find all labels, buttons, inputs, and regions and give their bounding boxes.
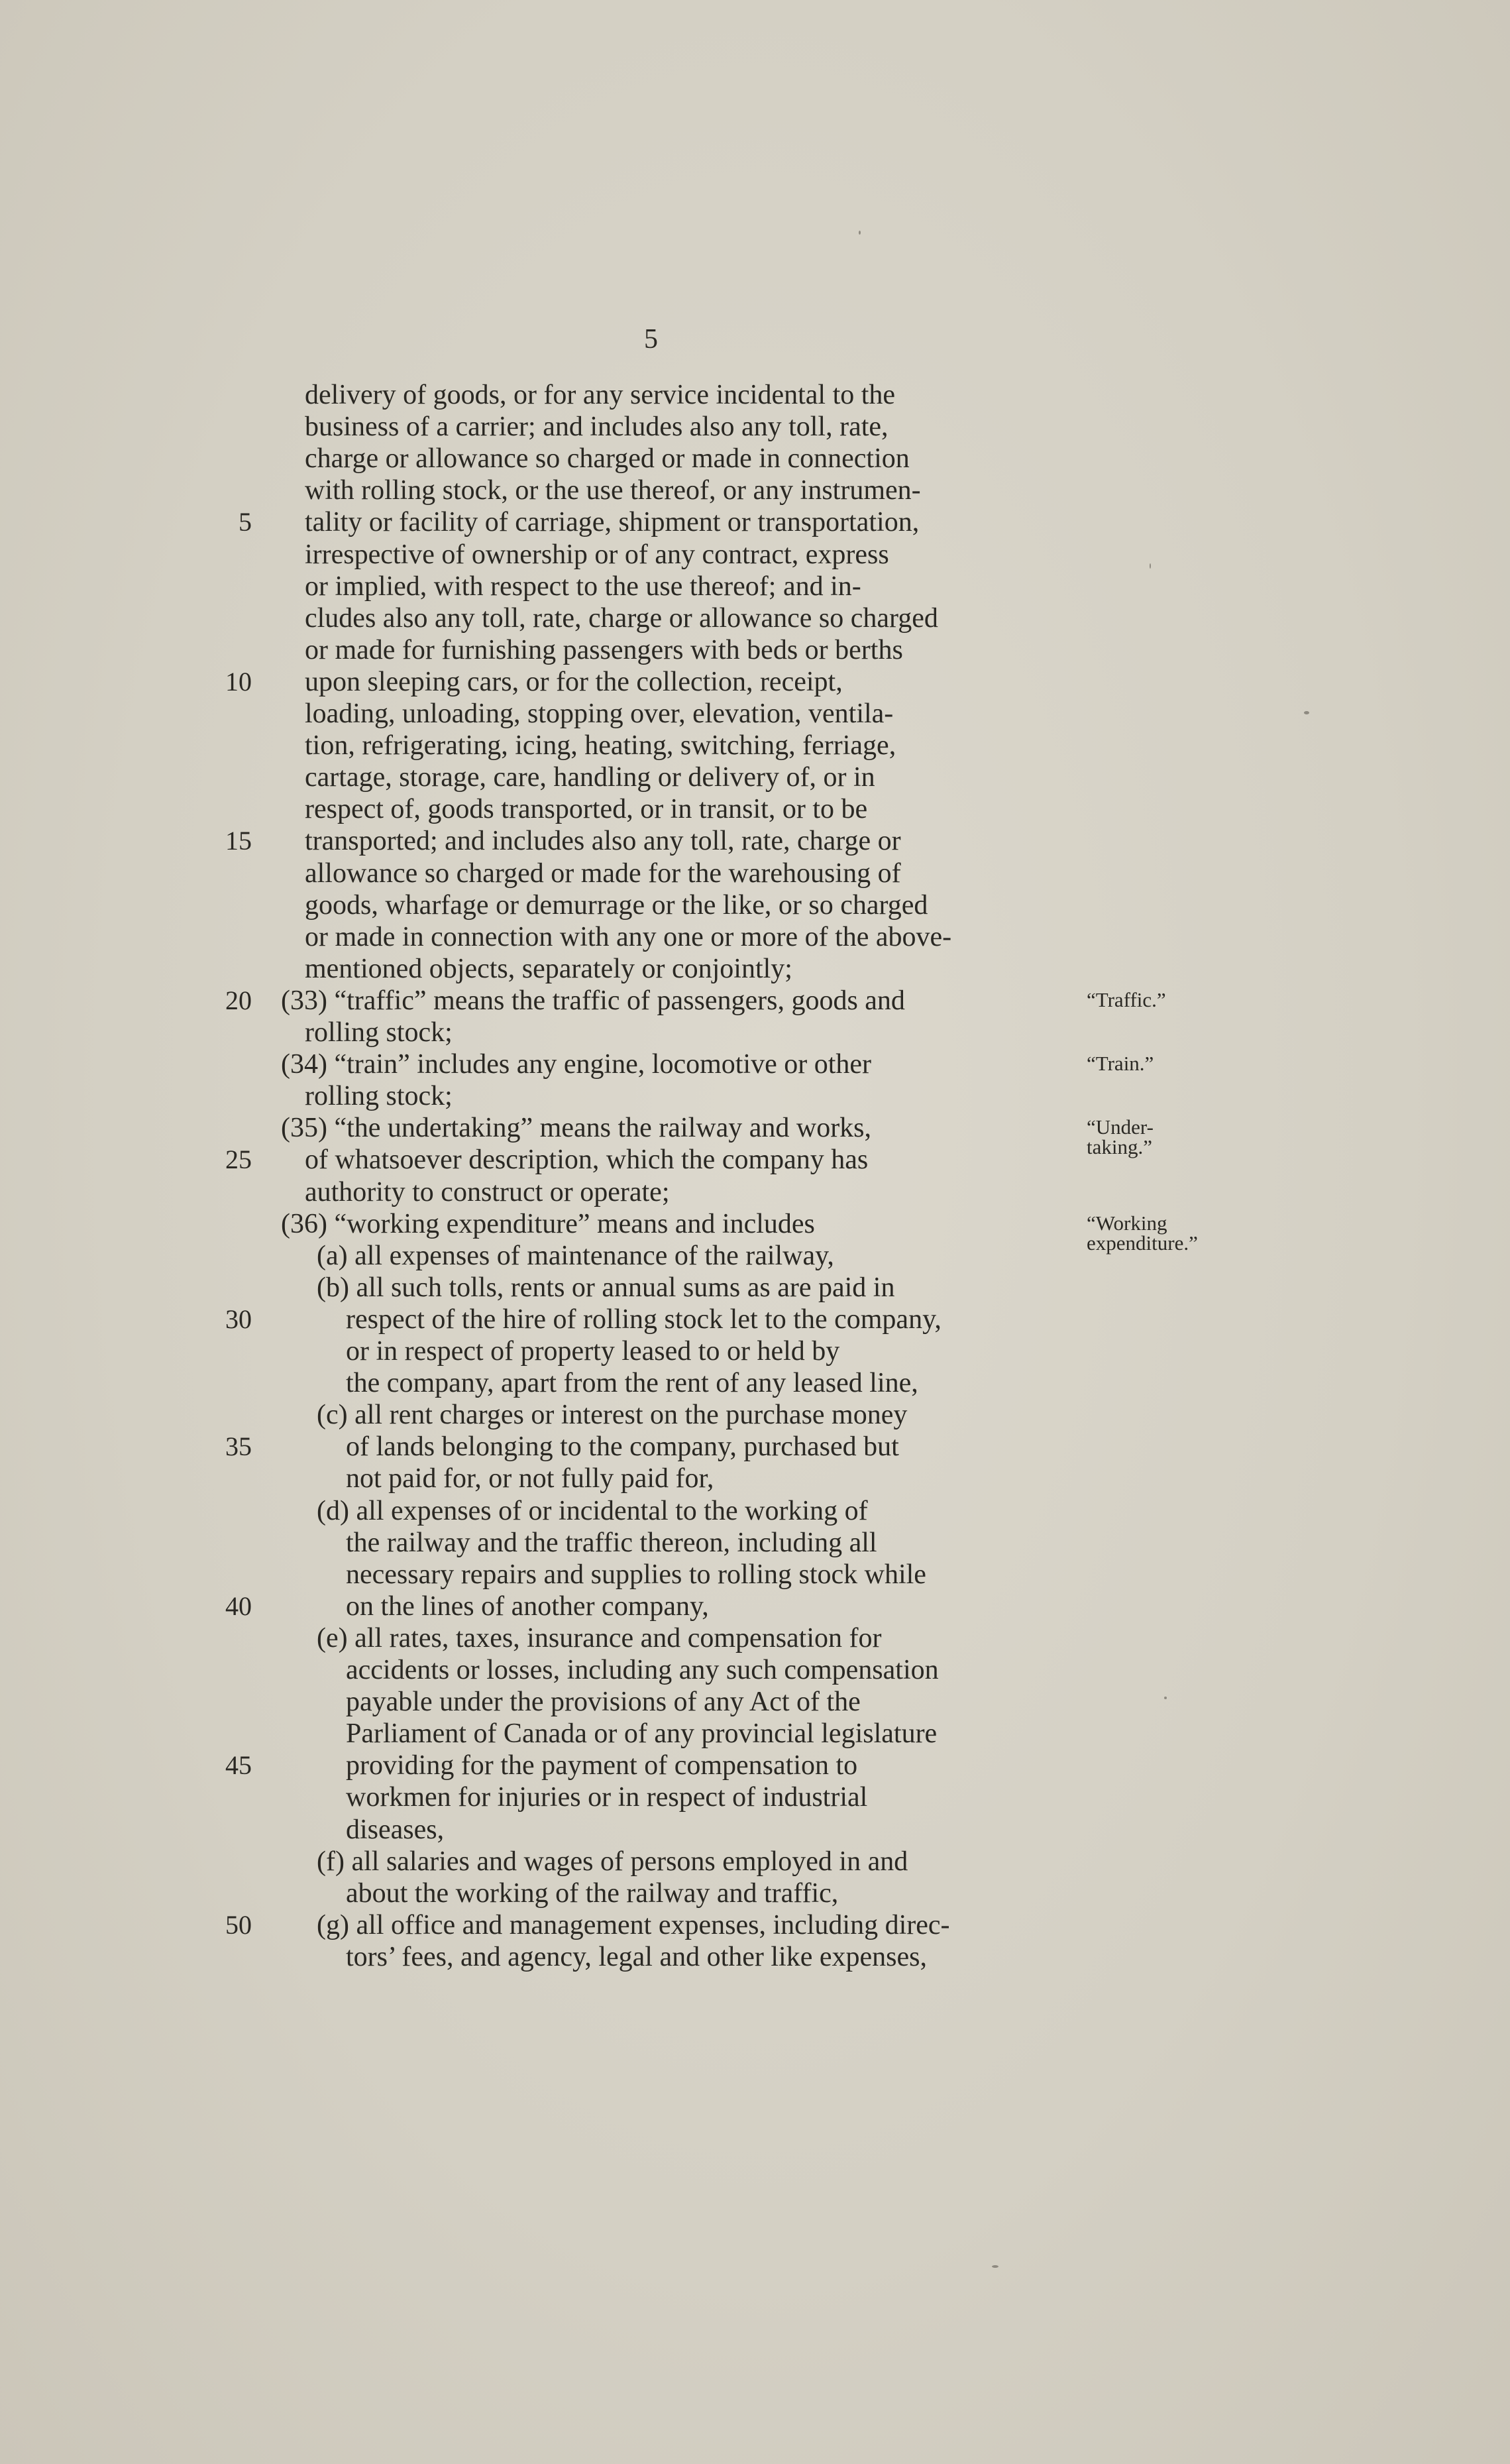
- line-number: 20: [225, 985, 252, 1015]
- text-line: [0, 475, 1510, 506]
- line-text: delivery of goods, or for any service incidental to the: [305, 380, 896, 410]
- text-line: [0, 1176, 1510, 1208]
- line-number: 30: [225, 1304, 252, 1334]
- paper-speck: [1304, 711, 1309, 714]
- line-number: 25: [225, 1145, 252, 1175]
- line-text: respect of the hire of rolling stock let to the company,: [346, 1304, 942, 1335]
- line-text: (36) “working expenditure” means and includes: [281, 1208, 815, 1239]
- line-text: not paid for, or not fully paid for,: [346, 1463, 714, 1494]
- text-line: [0, 1048, 1510, 1080]
- text-line: [0, 985, 1510, 1017]
- text-line: [0, 1080, 1510, 1112]
- text-line: [0, 1622, 1510, 1654]
- line-text: Parliament of Canada or of any provincial legislature: [346, 1718, 938, 1750]
- line-text: payable under the provisions of any Act of the: [346, 1687, 861, 1718]
- line-text: or implied, with respect to the use thereof; and in-: [305, 571, 861, 602]
- paper-speck: [992, 2265, 998, 2268]
- text-line: [0, 443, 1510, 475]
- text-line: [0, 1909, 1510, 1941]
- line-text: (a) all expenses of maintenance of the railway,: [317, 1240, 834, 1271]
- text-line: [0, 1144, 1510, 1176]
- line-text: (35) “the undertaking” means the railway and works,: [281, 1113, 872, 1144]
- line-text: of whatsoever description, which the company has: [305, 1145, 869, 1176]
- line-text: about the working of the railway and traffic,: [346, 1877, 839, 1909]
- text-line: [0, 1559, 1510, 1591]
- paper-speck: [1150, 563, 1151, 569]
- text-line: [0, 666, 1510, 698]
- margin-note: “Working expenditure.”: [1087, 1211, 1198, 1255]
- line-number: 15: [225, 826, 252, 856]
- margin-note: “Train.”: [1087, 1052, 1154, 1076]
- line-text: business of a carrier; and includes also any toll, rate,: [305, 412, 889, 443]
- text-line: [0, 698, 1510, 730]
- line-text: workmen for injuries or in respect of industrial: [346, 1782, 868, 1813]
- text-line: [0, 634, 1510, 666]
- text-line: [0, 1495, 1510, 1527]
- line-text: cludes also any toll, rate, charge or allowance so charged: [305, 602, 938, 634]
- text-line: [0, 1527, 1510, 1559]
- line-text: irrespective of ownership or of any contract, express: [305, 539, 889, 570]
- line-text: allowance so charged or made for the warehousing of: [305, 858, 901, 889]
- text-line: [0, 1941, 1510, 1973]
- page-number: 5: [644, 324, 658, 355]
- line-number: 50: [225, 1909, 252, 1940]
- text-line: [0, 793, 1510, 825]
- line-text: rolling stock;: [305, 1017, 453, 1048]
- margin-note: “Traffic.”: [1087, 987, 1166, 1011]
- line-text: of lands belonging to the company, purchased but: [346, 1431, 899, 1463]
- line-number: 35: [225, 1431, 252, 1462]
- line-text: the railway and the traffic thereon, including all: [346, 1527, 877, 1558]
- line-text: upon sleeping cars, or for the collection, receipt,: [305, 666, 843, 697]
- text-line: [0, 1017, 1510, 1048]
- text-line: [0, 379, 1510, 411]
- line-text: (e) all rates, taxes, insurance and compensation for: [317, 1622, 882, 1653]
- line-text: diseases,: [346, 1814, 445, 1845]
- line-text: (b) all such tolls, rents or annual sums as are paid in: [317, 1272, 895, 1303]
- line-number: 5: [239, 507, 252, 537]
- text-line: [0, 1718, 1510, 1750]
- text-line: [0, 506, 1510, 538]
- text-line: [0, 858, 1510, 889]
- text-line: [0, 1335, 1510, 1367]
- line-text: loading, unloading, stopping over, elevation, ventila-: [305, 699, 894, 729]
- paper-speck: [859, 231, 861, 235]
- line-text: the company, apart from the rent of any leased line,: [346, 1368, 918, 1399]
- line-text: or in respect of property leased to or held by: [346, 1336, 840, 1367]
- line-text: tors’ fees, and agency, legal and other like expenses,: [346, 1941, 927, 1972]
- line-text: (d) all expenses of or incidental to the working of: [317, 1495, 868, 1526]
- text-line: [0, 1240, 1510, 1272]
- text-line: [0, 411, 1510, 443]
- text-line: [0, 602, 1510, 634]
- text-line: [0, 825, 1510, 857]
- text-line: [0, 1463, 1510, 1494]
- line-text: on the lines of another company,: [346, 1591, 709, 1622]
- text-line: [0, 1399, 1510, 1431]
- line-number: 10: [225, 666, 252, 697]
- text-line: [0, 1367, 1510, 1399]
- line-text: rolling stock;: [305, 1081, 453, 1112]
- text-line: [0, 921, 1510, 953]
- text-line: [0, 1814, 1510, 1846]
- line-text: (c) all rent charges or interest on the purchase money: [317, 1400, 908, 1431]
- line-text: transported; and includes also any toll, rate, charge or: [305, 826, 901, 857]
- text-line: [0, 1846, 1510, 1877]
- line-text: or made in connection with any one or more of the above-: [305, 921, 952, 952]
- text-line: [0, 1431, 1510, 1463]
- text-line: [0, 1686, 1510, 1718]
- margin-note: “Under- taking.”: [1087, 1115, 1154, 1159]
- text-line: [0, 1654, 1510, 1686]
- paper-speck: [1164, 1697, 1167, 1699]
- line-text: (f) all salaries and wages of persons employed in and: [317, 1846, 908, 1877]
- line-text: necessary repairs and supplies to rolling stock while: [346, 1559, 926, 1590]
- text-line: [0, 539, 1510, 571]
- text-line: [0, 1304, 1510, 1335]
- line-text: accidents or losses, including any such compensation: [346, 1655, 939, 1685]
- line-text: respect of, goods transported, or in transit, or to be: [305, 794, 868, 825]
- line-text: tion, refrigerating, icing, heating, switching, ferriage,: [305, 730, 896, 761]
- text-line: [0, 953, 1510, 985]
- text-line: [0, 889, 1510, 921]
- line-text: charge or allowance so charged or made in connection: [305, 443, 910, 475]
- line-number: 45: [225, 1750, 252, 1781]
- text-line: [0, 571, 1510, 602]
- line-text: authority to construct or operate;: [305, 1176, 670, 1207]
- text-line: [0, 1272, 1510, 1304]
- line-text: goods, wharfage or demurrage or the like, or so charged: [305, 889, 928, 921]
- line-text: (34) “train” includes any engine, locomotive or other: [281, 1049, 872, 1080]
- text-line: [0, 1877, 1510, 1909]
- line-number: 40: [225, 1591, 252, 1621]
- line-text: (g) all office and management expenses, including direc-: [317, 1909, 950, 1940]
- line-text: cartage, storage, care, handling or delivery of, or in: [305, 762, 875, 793]
- text-line: [0, 761, 1510, 793]
- line-text: with rolling stock, or the use thereof, or any instrumen-: [305, 475, 921, 506]
- text-line: [0, 1781, 1510, 1813]
- line-text: or made for furnishing passengers with beds or berths: [305, 634, 903, 665]
- line-text: (33) “traffic” means the traffic of passengers, goods and: [281, 985, 905, 1016]
- text-line: [0, 730, 1510, 761]
- text-line: [0, 1208, 1510, 1240]
- line-text: tality or facility of carriage, shipment or transportation,: [305, 507, 920, 538]
- text-line: [0, 1750, 1510, 1781]
- text-line: [0, 1112, 1510, 1144]
- line-text: providing for the payment of compensation to: [346, 1750, 858, 1781]
- line-text: mentioned objects, separately or conjointly;: [305, 953, 792, 984]
- text-line: [0, 1591, 1510, 1622]
